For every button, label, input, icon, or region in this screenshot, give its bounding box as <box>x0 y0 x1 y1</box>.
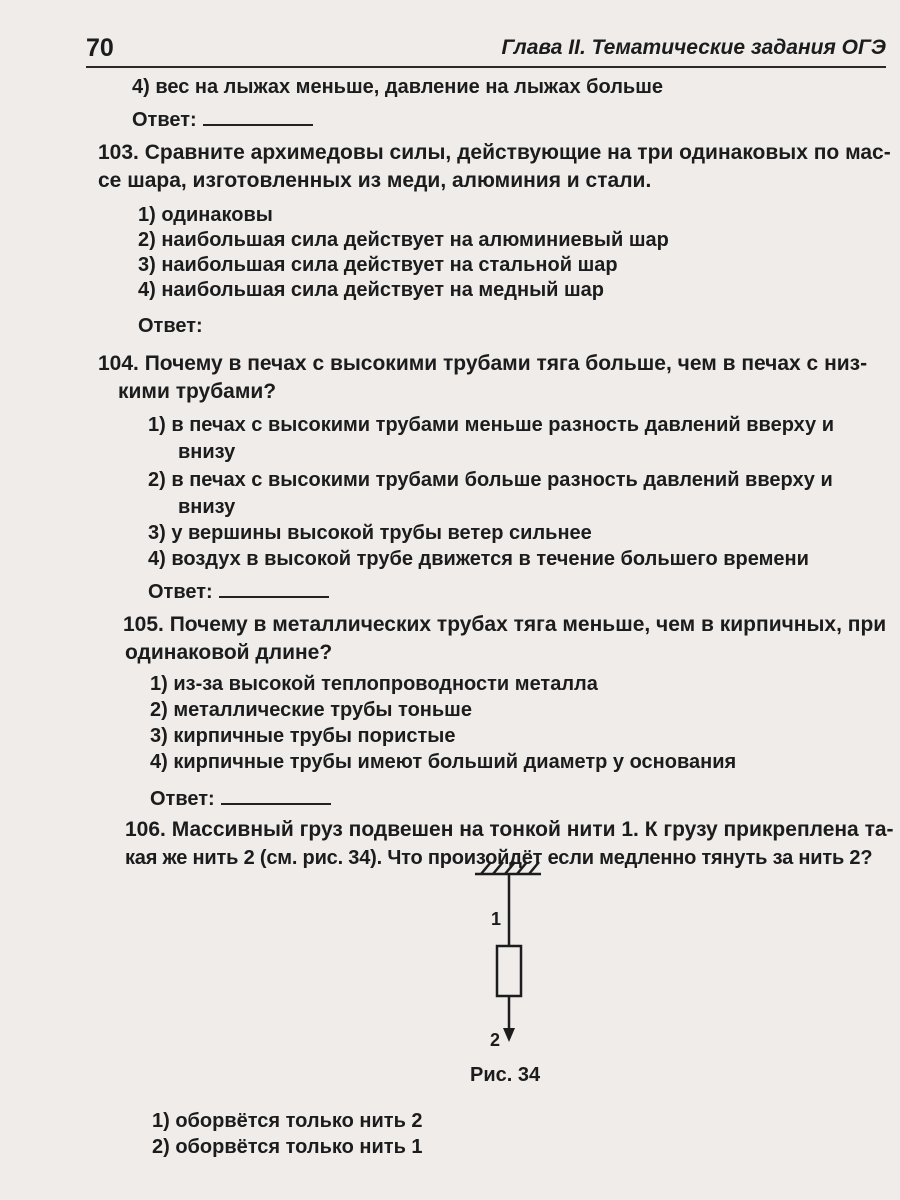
question-105-line-2: одинаковой длине? <box>125 641 333 664</box>
q105-option-3: 3) кирпичные трубы пористые <box>150 725 456 747</box>
question-106-line-2: кая же нить 2 (см. рис. 34). Что произойдёт если медленно тянуть за нить 2? <box>125 847 873 869</box>
q105-option-2: 2) металлические трубы тоньше <box>150 699 472 721</box>
chapter-title: Глава II. Тематические задания ОГЭ <box>501 36 886 59</box>
q104-option-2-line-2: внизу <box>178 496 236 518</box>
answer-label: Ответ: <box>148 581 213 603</box>
question-number: 105. <box>123 613 164 636</box>
question-number: 103. <box>98 141 139 164</box>
ceiling-support <box>475 862 541 874</box>
question-104-line-1: 104. Почему в печах с высокими трубами тяга больше, чем в печах с низ- <box>98 352 868 375</box>
heavy-weight <box>497 946 521 996</box>
answer-label: Ответ: <box>150 788 215 810</box>
question-104-line-2: кими трубами? <box>118 380 277 403</box>
figure-caption: Рис. 34 <box>470 1064 541 1086</box>
answer-blank <box>203 106 313 126</box>
thread-2-label: 2 <box>490 1030 501 1050</box>
answer-line <box>150 785 331 811</box>
q102-option-4: 4) вес на лыжах меньше, давление на лыжах больше <box>132 76 663 98</box>
q106-option-2: 2) оборвётся только нить 1 <box>152 1136 423 1158</box>
q105-option-1: 1) из-за высокой теплопроводности металла <box>150 673 598 695</box>
answer-label: Ответ: <box>132 109 197 131</box>
question-105-line-1: 105. Почему в металлических трубах тяга меньше, чем в кирпичных, при <box>123 613 887 636</box>
question-103-line-2: се шара, изготовленных из меди, алюминия и стали. <box>98 169 652 192</box>
question-103-line-1: 103. Сравните архимедовы силы, действующие на три одинаковых по мас- <box>98 141 891 164</box>
thread-1-label: 1 <box>491 909 502 929</box>
figure-34 <box>455 828 565 1060</box>
q105-option-4: 4) кирпичные трубы имеют больший диаметр у основания <box>150 751 737 773</box>
q103-option-4: 4) наибольшая сила действует на медный шар <box>138 279 605 301</box>
q104-option-2-line-1: 2) в печах с высокими трубами больше разность давлений вверху и <box>148 469 833 491</box>
answer-line <box>132 106 313 132</box>
q104-option-1-line-2: внизу <box>178 441 236 463</box>
answer-line <box>148 578 329 604</box>
q104-option-1-line-1: 1) в печах с высокими трубами меньше разность давлений вверху и <box>148 414 835 436</box>
q103-option-3: 3) наибольшая сила действует на стальной шар <box>138 254 618 276</box>
q103-option-2: 2) наибольшая сила действует на алюминиевый шар <box>138 229 669 251</box>
answer-label: Ответ: <box>138 315 203 337</box>
question-number: 106. <box>125 818 166 841</box>
page-number: 70 <box>86 34 114 62</box>
pull-arrow-icon <box>503 1028 515 1042</box>
question-106-line-1: 106. Массивный груз подвешен на тонкой нити 1. К грузу прикреплена та- <box>125 818 894 841</box>
q104-option-4: 4) воздух в высокой трубе движется в течение большего времени <box>148 548 809 570</box>
answer-blank <box>221 785 331 805</box>
q106-option-1: 1) оборвётся только нить 2 <box>152 1110 423 1132</box>
answer-blank <box>219 578 329 598</box>
question-number: 104. <box>98 352 139 375</box>
q104-option-3: 3) у вершины высокой трубы ветер сильнее <box>148 522 592 544</box>
q103-option-1: 1) одинаковы <box>138 204 273 226</box>
page-header <box>86 26 886 68</box>
figure-34-drawing <box>455 828 565 1060</box>
